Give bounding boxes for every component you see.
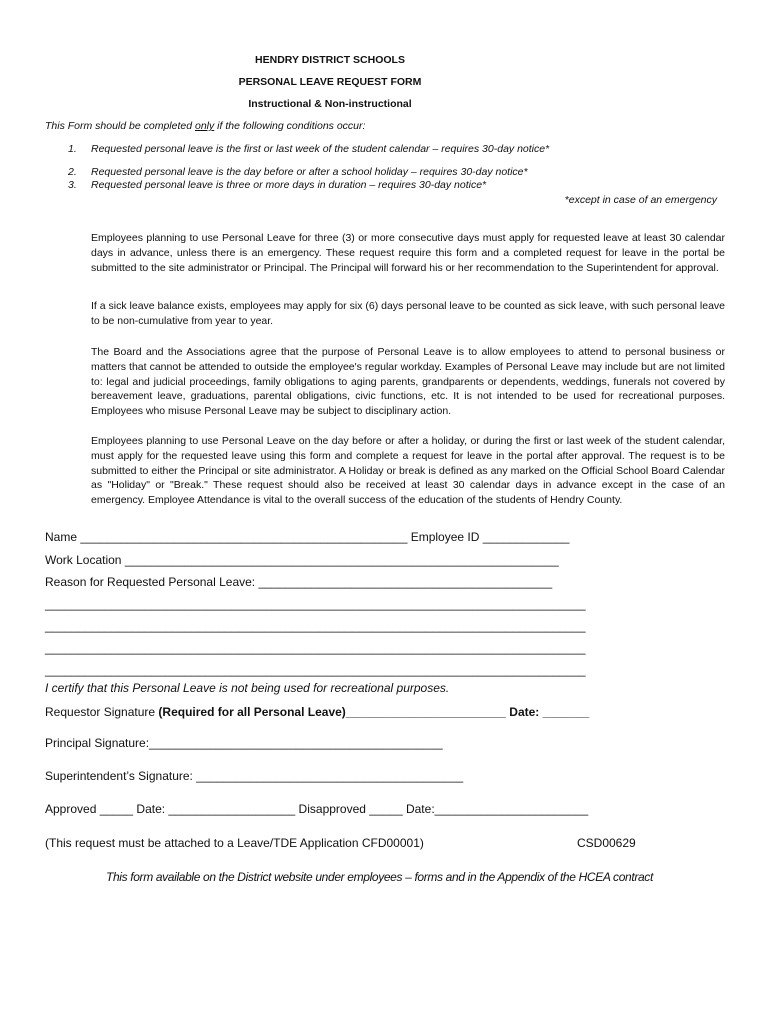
principal-signature-field[interactable]: Principal Signature:____________________________________________ (45, 736, 443, 750)
superintendent-signature-field[interactable]: Superintendent’s Signature: ________________________________________ (45, 769, 464, 783)
district-title: HENDRY DISTRICT SCHOOLS (255, 54, 405, 66)
certify-statement: I certify that this Personal Leave is not being used for recreational purposes. (45, 681, 450, 695)
intro-emphasis: only (194, 120, 215, 132)
list-item: 1. Requested personal leave is the first or last week of the student calendar – requires 30-day notice* (68, 143, 550, 155)
form-code: CSD00629 (577, 836, 636, 850)
reason-line[interactable]: _________________________________________________________________________________ (45, 597, 586, 611)
reason-line[interactable]: _________________________________________________________________________________ (45, 663, 586, 677)
list-item: 3. Requested personal leave is three or more days in duration – requires 30-day notice* (68, 179, 487, 191)
requestor-signature-label: Requestor Signature (45, 705, 159, 719)
approval-field[interactable]: Approved _____ Date: ___________________ Disapproved _____ Date:_______________________ (45, 802, 589, 816)
paragraph-consecutive-days: Employees planning to use Personal Leave for three (3) or more consecutive days must apply for requested leave at least 30 calendar days in advance, unless there is an emergency. These request require this form and a completed request for leave in the portal be submitted to the site administrator or Principal. The Principal will forward his or her recommendation to the Superintendent for approval. (91, 232, 725, 274)
paragraph-holiday: Employees planning to use Personal Leave on the day before or after a holiday, or during the first or last week of the student calendar, must apply for the requested leave using this form and complete a request for leave in the portal after approval. The request is to be submitted to either the Principal or site administrator. A Holiday or break is defined as any marked on the Official School Board Calendar as "Holiday" or "Break." These request should also be received at least 30 calendar days in advance except in the case of an emergency. Employee Attendance is vital to the overall success of the education of the students of Hendry County. (91, 435, 725, 507)
form-subtitle: Instructional & Non-instructional (248, 98, 412, 110)
attachment-note: (This request must be attached to a Leave/TDE Application CFD00001) (45, 836, 424, 850)
reason-field[interactable]: Reason for Requested Personal Leave: ____________________________________________ (45, 575, 553, 589)
footer-note: This form available on the District website under employees – forms and in the Appendix of the HCEA contract (106, 870, 653, 884)
paragraph-sick-leave: If a sick leave balance exists, employees may apply for six (6) days personal leave to be counted as sick leave, with such personal leave to be non-cumulative from year to year. (91, 300, 725, 327)
name-employee-id-field[interactable]: Name _________________________________________________ Employee ID _____________ (45, 530, 570, 544)
paragraph-purpose: The Board and the Associations agree that the purpose of Personal Leave is to allow employees to attend to personal business or matters that cannot be attended to outside the employee's regular workday. Examples of Personal Leave may include but are not limited to: legal and judicial proceedings, family obligations to aging parents, grandparents or dependents, weddings, funerals not covered by bereavement leave, graduations, parental obligations, civic functions, etc. It is not intended to be used for recreational purposes. Employees who misuse Personal Leave may be subject to disciplinary action. (91, 346, 725, 418)
list-item: 2. Requested personal leave is the day before or after a school holiday – requires 30-day notice* (68, 166, 528, 178)
intro-text: This Form should be completed only if the following conditions occur: (45, 120, 366, 132)
form-title: PERSONAL LEAVE REQUEST FORM (238, 76, 422, 88)
emergency-footnote: *except in case of an emergency (564, 194, 717, 206)
work-location-field[interactable]: Work Location _________________________________________________________________ (45, 553, 559, 567)
reason-line[interactable]: _________________________________________________________________________________ (45, 619, 586, 633)
reason-line[interactable]: _________________________________________________________________________________ (45, 641, 586, 655)
requestor-required-note: (Required for all Personal Leave)________________________ Date: _______ (158, 705, 590, 719)
requestor-signature-field[interactable] (45, 705, 589, 719)
